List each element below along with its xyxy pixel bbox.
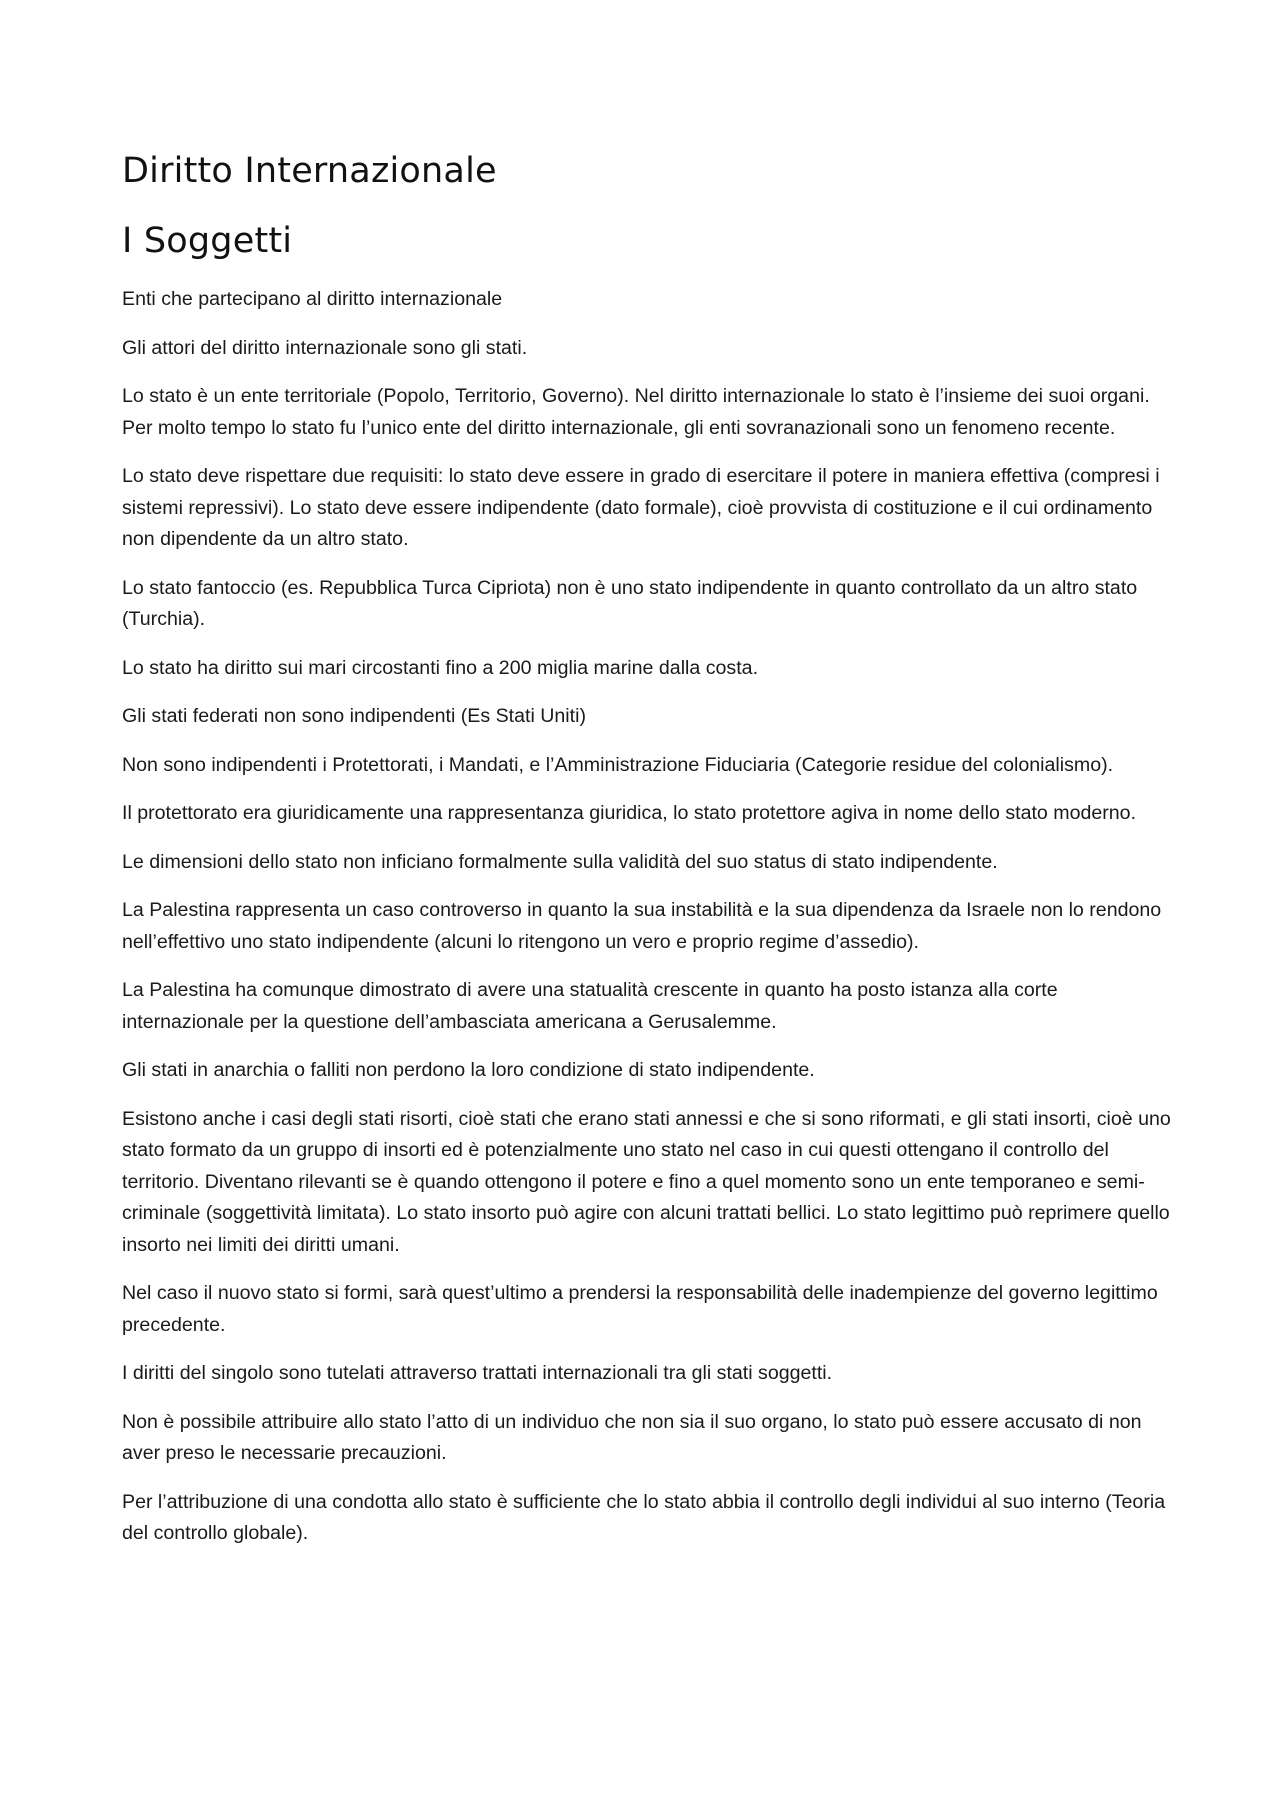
paragraph: Gli stati federati non sono indipendenti (Es Stati Uniti) xyxy=(122,705,586,727)
document-page xyxy=(122,148,1172,1567)
paragraph: Lo stato è un ente territoriale (Popolo, Territorio, Governo). Nel diritto internazionale lo stato è l’insieme dei suoi organi. Per molto tempo lo stato fu l’unico ente del diritto internazionale, gli enti sovranazionali sono un fenomeno recente. xyxy=(122,385,1150,439)
paragraph: La Palestina rappresenta un caso controverso in quanto la sua instabilità e la sua dipendenza da Israele non lo rendono nell’effettivo uno stato indipendente (alcuni lo ritengono un vero e proprio regime d’assedio). xyxy=(122,899,1162,953)
paragraph: Non è possibile attribuire allo stato l’atto di un individuo che non sia il suo organo, lo stato può essere accusato di non aver preso le necessarie precauzioni. xyxy=(122,1410,1142,1464)
paragraph: Gli stati in anarchia o falliti non perdono la loro condizione di stato indipendente. xyxy=(122,1059,815,1081)
paragraph: Esistono anche i casi degli stati risorti, cioè stati che erano stati annessi e che si sono riformati, e gli stati insorti, cioè uno stato formato da un gruppo di insorti ed è potenzialmente uno stato nel caso in cui questi ottengano il controllo del territorio. Diventano rilevanti se è quando ottengono il potere e fino a quel momento sono un ente temporaneo e semi-criminale (soggettività limitata). Lo stato insorto può agire con alcuni trattati bellici. Lo stato legittimo può reprimere quello insorto nei limiti dei diritti umani. xyxy=(122,1107,1171,1256)
paragraph: Enti che partecipano al diritto internazionale xyxy=(122,288,503,310)
section-heading: I Soggetti xyxy=(122,221,293,261)
paragraph: Le dimensioni dello stato non inficiano formalmente sulla validità del suo status di stato indipendente. xyxy=(122,850,998,873)
paragraph: I diritti del singolo sono tutelati attraverso trattati internazionali tra gli stati soggetti. xyxy=(122,1362,833,1384)
paragraph: Lo stato ha diritto sui mari circostanti fino a 200 miglia marine dalla costa. xyxy=(122,656,759,679)
document-title: Diritto Internazionale xyxy=(122,151,497,191)
paragraph: La Palestina ha comunque dimostrato di avere una statualità crescente in quanto ha posto istanza alla corte internazionale per la questione dell’ambasciata americana a Gerusalemme. xyxy=(122,979,1058,1033)
paragraph: Il protettorato era giuridicamente una rappresentanza giuridica, lo stato protettore agiva in nome dello stato moderno. xyxy=(122,802,1137,824)
paragraph: Per l’attribuzione di una condotta allo stato è sufficiente che lo stato abbia il controllo degli individui al suo interno (Teoria del controllo globale). xyxy=(122,1490,1166,1544)
paragraph: Nel caso il nuovo stato si formi, sarà quest’ultimo a prendersi la responsabilità delle inadempienze del governo legittimo precedente. xyxy=(122,1282,1158,1336)
paragraph: Non sono indipendenti i Protettorati, i Mandati, e l’Amministrazione Fiduciaria (Categorie residue del colonialismo). xyxy=(122,753,1114,776)
paragraph: Lo stato deve rispettare due requisiti: lo stato deve essere in grado di esercitare il potere in maniera effettiva (compresi i sistemi repressivi). Lo stato deve essere indipendente (dato formale), cioè provvista di costituzione e il cui ordinamento non dipendente da un altro stato. xyxy=(122,465,1160,550)
paragraph: Lo stato fantoccio (es. Repubblica Turca Cipriota) non è uno stato indipendente in quanto controllato da un altro stato (Turchia). xyxy=(122,576,1138,630)
paragraph: Gli attori del diritto internazionale sono gli stati. xyxy=(122,336,528,359)
